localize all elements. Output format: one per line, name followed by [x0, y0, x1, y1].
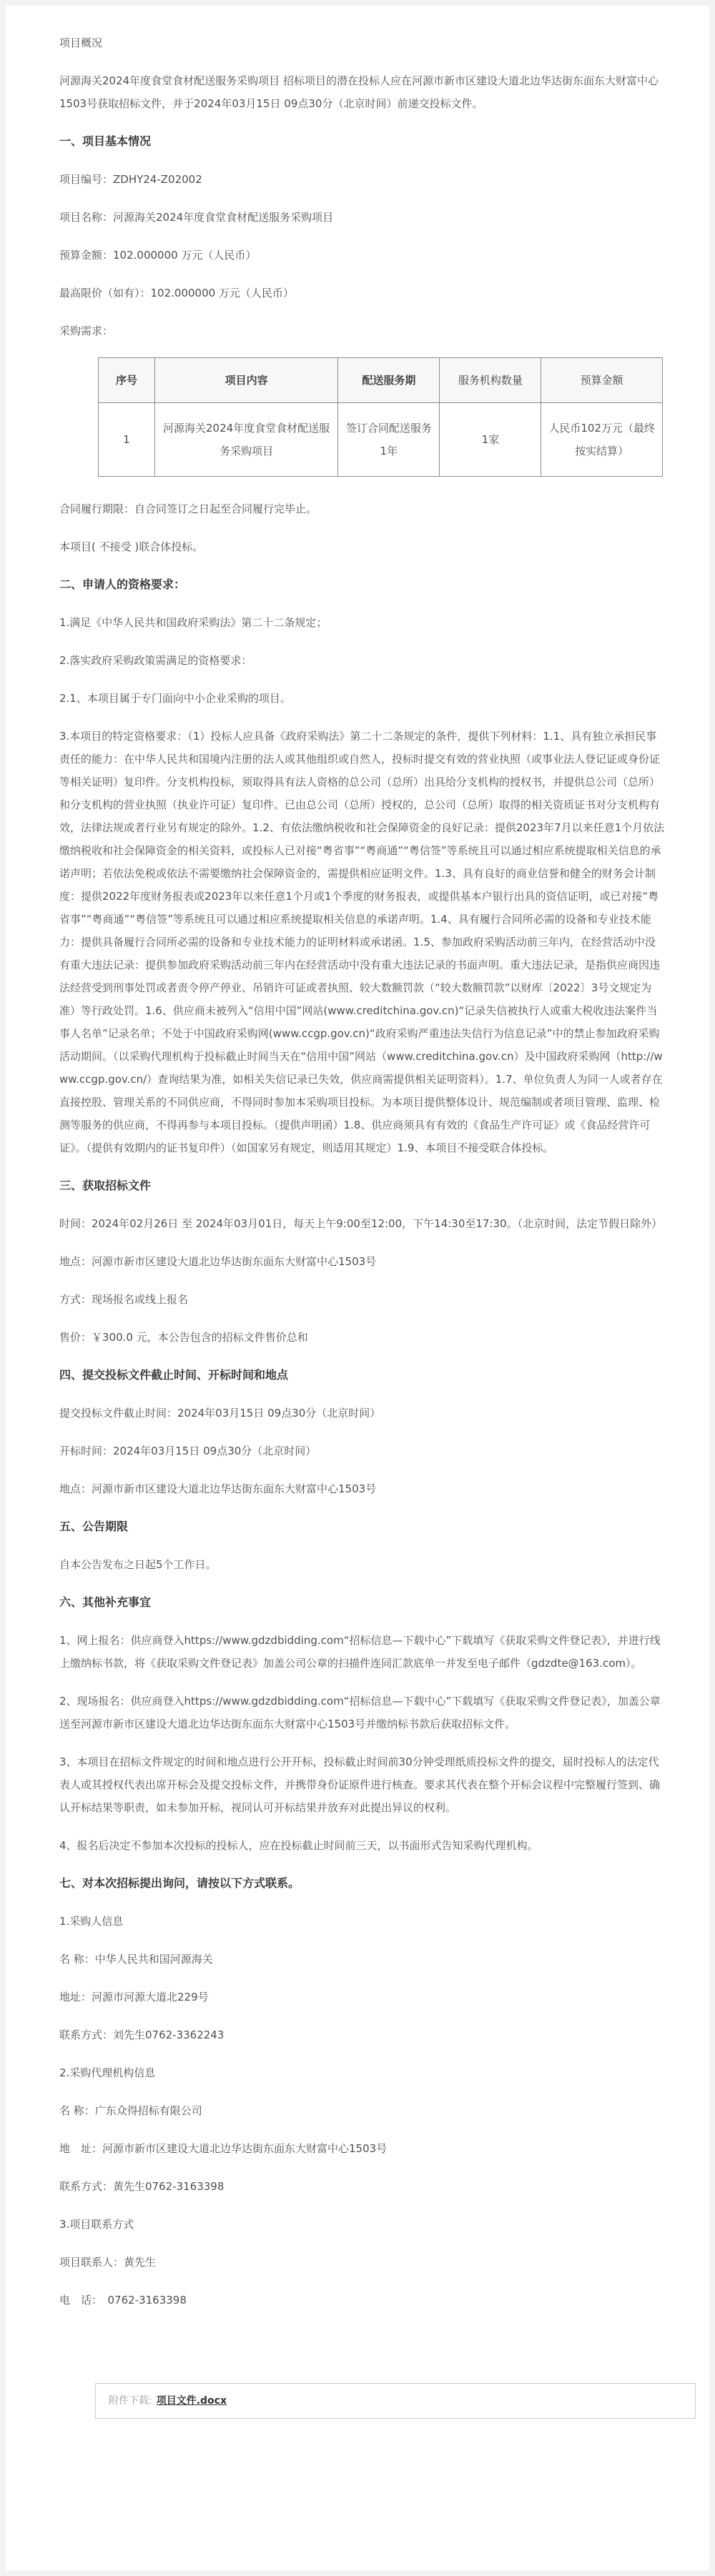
table-header-row — [99, 358, 663, 403]
table-header-budget: 预算金额 — [541, 358, 663, 403]
obtain-place: 地点：河源市新市区建设大道北边华达街东面东大财富中心1503号 — [59, 1255, 377, 1268]
agency-info-title: 2.采购代理机构信息 — [59, 2066, 156, 2079]
contract-period: 合同履行期限：自合同签订之日起至合同履行完毕止。 — [59, 502, 317, 515]
bid-opening-place: 地点：河源市新市区建设大道北边华达街东面东大财富中心1503号 — [59, 1482, 377, 1495]
project-contact-person: 项目联系人：黄先生 — [59, 2256, 157, 2269]
budget-amount: 预算金额：102.000000 万元（人民币） — [59, 249, 257, 262]
supplementary-item-1: 1、网上报名：供应商登入https://www.gdzdbidding.com“招标信息—下载中心”下载填写《获取采购文件登记表》，并进行线上缴纳标书款，将《获取采购文件登记表》加盖公司公章的扫描件连同汇款底单一并发至电子邮件（gdzdte@163.com）。 — [59, 1634, 661, 1670]
procurement-demand-label: 采购需求： — [59, 325, 114, 337]
agency-contact: 联系方式：黄先生0762-3163398 — [59, 2180, 225, 2193]
table-cell-content: 河源海关2024年度食堂食材配送服务采购项目 — [154, 403, 337, 477]
section-heading-announcement-period: 五、公告期限 — [59, 1520, 129, 1533]
table-header-service-period: 配送服务期 — [338, 358, 440, 403]
submit-deadline: 提交投标文件截止时间：2024年03月15日 09点30分（北京时间） — [59, 1407, 381, 1420]
announcement-panel — [6, 6, 709, 2570]
project-name: 项目名称：河源海关2024年度食堂食材配送服务采购项目 — [59, 211, 334, 224]
table-cell-service-period: 签订合同配送服务1年 — [338, 403, 440, 477]
supplementary-item-4: 4、报名后决定不参加本次投标的投标人，应在投标截止时间前三天，以书面形式告知采购代理机构。 — [59, 1839, 538, 1852]
supplementary-item-3: 3、本项目在招标文件规定的时间和地点进行公开开标，投标截止时间前30分钟受理纸质投标文件的提交，届时投标人的法定代表人或其授权代表出席开标会及提交投标文件，并携带身份证原件进行核查。要求其代表在整个开标会议程中完整履行签到、确认开标结果等职责，如未参加开标，视同认可开标结果并放弃对此提出异议的权利。 — [59, 1755, 661, 1814]
max-price: 最高限价（如有）：102.000000 万元（人民币） — [59, 287, 294, 299]
project-contact-title: 3.项目联系方式 — [59, 2218, 134, 2231]
table-cell-budget: 人民币102万元（最终按实结算） — [541, 403, 663, 477]
qualification-item-2-1: 2.1、本项目属于专门面向中小企业采购的项目。 — [59, 692, 291, 705]
qualification-item-2: 2.落实政府采购政策需满足的资格要求： — [59, 654, 252, 667]
table-header-content: 项目内容 — [154, 358, 337, 403]
qualification-item-3: 3.本项目的特定资格要求：（1）投标人应具备《政府采购法》第二十二条规定的条件，提供下列材料：1.1、具有独立承担民事责任的能力：在中华人民共和国境内注册的法人或其他组织或自然人，投标时提交有效的营业执照（或事业法人登记证或身份证等相关证明）复印件。分支机构投标，须取得具有法人资格的总公司（总所）出具给分支机构的授权书，并提供总公司（总所）和分支机构的营业执照（执业许可证）复印件。已由总公司（总所）授权的，总公司（总所）取得的相关资质证书对分支机构有效，法律法规或者行业另有规定的除外。1.2、有依法缴纳税收和社会保障资金的良好记录：提供2023年7月以来任意1个月依法缴纳税收和社会保障资金的相关资料，或投标人已对接“粤省事”“粤商通”“粤信签”等系统且可以通过相应系统提取相关信息的承诺声明；若依法免税或依法不需要缴纳社会保障资金的，需提供相应证明文件。1.3、具有良好的商业信誉和健全的财务会计制度：提供2022年度财务报表或2023年以来任意1个月或1个季度的财务报表，或提供基本户银行出具的资信证明，或已对接“粤省事”“粤商通”“粤信签”等系统且可以通过相应系统提取相关信息的承诺声明。1.4、具有履行合同所必需的设备和专业技术能力：提供具备履行合同所必需的设备和专业技术能力的证明材料或承诺函。1.5、参加政府采购活动前三年内，在经营活动中没有重大违法记录：提供参加政府采购活动前三年内在经营活动中没有重大违法记录的书面声明。重大违法记录，是指供应商因违法经营受到刑事处罚或者责令停产停业、吊销许可证或者执照、较大数额罚款（“较大数额罚款”以财库〔2022〕3号文规定为准）等行政处罚。1.6、供应商未被列入“信用中国”网站(www.creditchina.gov.cn)“记录失信被执行人或重大税收违法案件当事人名单”记录名单；不处于中国政府采购网(www.ccgp.gov.cn)“政府采购严重违法失信行为信息记录”中的禁止参加政府采购活动期间。（以采购代理机构于投标截止时间当天在“信用中国”网站（www.creditchina.gov.cn）及中国政府采购网（http://www.ccgp.gov.cn/）查询结果为准，如相关失信记录已失效，供应商需提供相关证明资料）。1.7、单位负责人为同一人或者存在直接控股、管理关系的不同供应商，不得同时参加本采购项目投标。为本项目提供整体设计、规范编制或者项目管理、监理、检测等服务的供应商，不得再参与本项目投标。（提供声明函）1.8、供应商须具有有效的《食品生产许可证》或《食品经营许可证》。（提供有效期内的证书复印件）（如国家另有规定，则适用其规定）1.9、本项目不接受联合体投标。 — [59, 730, 665, 1154]
announcement-period-text: 自本公告发布之日起5个工作日。 — [59, 1558, 217, 1571]
obtain-price: 售价：￥300.0 元，本公告包含的招标文件售价总和 — [59, 1331, 308, 1344]
attachment-file-link[interactable]: 项目文件.docx — [156, 2395, 227, 2407]
section-heading-basic-info: 一、项目基本情况 — [59, 134, 152, 148]
attachment-label: 附件下载: — [109, 2395, 152, 2407]
table-header-seq: 序号 — [99, 358, 155, 403]
supplementary-item-2: 2、现场报名：供应商登入https://www.gdzdbidding.com“招标信息—下载中心”下载填写《获取采购文件登记表》，加盖公章送至河源市新市区建设大道北边华达街东面东大财富中心1503号并缴纳标书款后获取招标文件。 — [59, 1695, 661, 1730]
purchaser-contact: 联系方式：刘先生0762-3362243 — [59, 2028, 225, 2041]
section-heading-obtain-docs: 三、获取招标文件 — [59, 1179, 152, 1192]
project-number: 项目编号：ZDHY24-Z02002 — [59, 173, 202, 186]
purchaser-info-title: 1.采购人信息 — [59, 1915, 124, 1928]
qualification-item-1: 1.满足《中华人民共和国政府采购法》第二十二条规定； — [59, 616, 327, 629]
agency-address: 地 址：河源市新市区建设大道北边华达街东面东大财富中心1503号 — [59, 2142, 388, 2155]
overview-text: 河源海关2024年度食堂食材配送服务采购项目 招标项目的潜在投标人应在河源市新市区建设大道北边华达街东面东大财富中心1503号获取招标文件，并于2024年03月15日 09点30分（北京时间）前递交投标文件。 — [59, 74, 659, 110]
purchaser-address: 地址：河源市河源大道北229号 — [59, 1991, 209, 2003]
section-heading-supplementary: 六、其他补充事宜 — [59, 1595, 152, 1609]
table-cell-seq: 1 — [99, 403, 155, 477]
procurement-table — [98, 357, 663, 477]
section-heading-qualification: 二、申请人的资格要求： — [59, 578, 186, 591]
joint-bid-statement: 本项目( 不接受 )联合体投标。 — [59, 540, 204, 553]
section-heading-contacts: 七、对本次招标提出询问，请按以下方式联系。 — [59, 1876, 300, 1890]
overview-heading: 项目概况 — [59, 36, 103, 49]
bid-opening-time: 开标时间：2024年03月15日 09点30分（北京时间） — [59, 1445, 317, 1457]
table-row — [99, 403, 663, 477]
obtain-time: 时间：2024年02月26日 至 2024年03月01日，每天上午9:00至12:00，下午14:30至17:30。（北京时间，法定节假日除外） — [59, 1217, 663, 1230]
obtain-method: 方式：现场报名或线上报名 — [59, 1293, 189, 1306]
table-cell-agency-count: 1家 — [440, 403, 541, 477]
project-contact-phone: 电 话： 0762-3163398 — [59, 2294, 187, 2307]
agency-name: 名 称：广东众得招标有限公司 — [59, 2104, 202, 2117]
purchaser-name: 名 称：中华人民共和国河源海关 — [59, 1953, 213, 1966]
table-header-agency-count: 服务机构数量 — [440, 358, 541, 403]
attachment-box — [95, 2383, 696, 2419]
section-heading-deadline: 四、提交投标文件截止时间、开标时间和地点 — [59, 1368, 289, 1382]
